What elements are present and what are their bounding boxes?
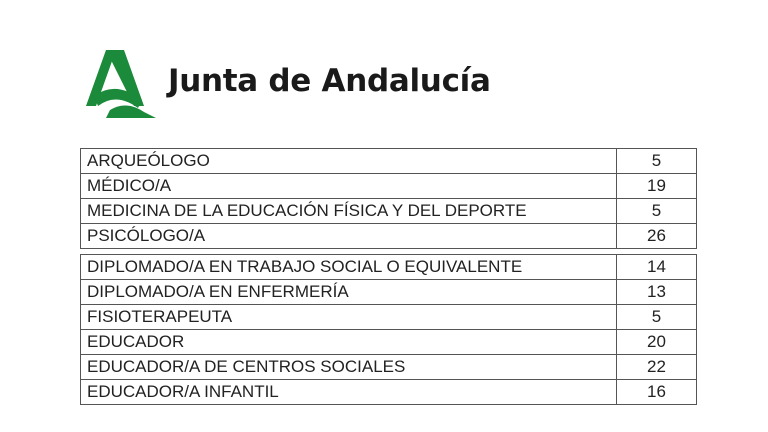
job-table-a bbox=[80, 148, 697, 249]
table-row bbox=[81, 355, 697, 380]
job-title-cell: EDUCADOR/A DE CENTROS SOCIALES bbox=[81, 355, 617, 380]
job-table-b bbox=[80, 254, 697, 405]
table-row bbox=[81, 305, 697, 330]
vacancy-count-cell: 26 bbox=[617, 224, 697, 249]
table-row bbox=[81, 380, 697, 405]
table-row bbox=[81, 330, 697, 355]
vacancy-count-cell: 5 bbox=[617, 149, 697, 174]
junta-andalucia-logo-icon bbox=[86, 50, 158, 118]
brand-name: Junta de Andalucía bbox=[168, 63, 491, 99]
vacancy-count-cell: 14 bbox=[617, 255, 697, 280]
job-title-cell: PSICÓLOGO/A bbox=[81, 224, 617, 249]
table-row bbox=[81, 255, 697, 280]
vacancy-count-cell: 5 bbox=[617, 199, 697, 224]
vacancy-count-cell: 20 bbox=[617, 330, 697, 355]
vacancy-count-cell: 19 bbox=[617, 174, 697, 199]
table-row bbox=[81, 280, 697, 305]
table-row bbox=[81, 199, 697, 224]
job-title-cell: DIPLOMADO/A EN ENFERMERÍA bbox=[81, 280, 617, 305]
vacancy-count-cell: 5 bbox=[617, 305, 697, 330]
job-title-cell: EDUCADOR bbox=[81, 330, 617, 355]
vacancy-count-cell: 13 bbox=[617, 280, 697, 305]
job-title-cell: MÉDICO/A bbox=[81, 174, 617, 199]
vacancy-count-cell: 22 bbox=[617, 355, 697, 380]
table-row bbox=[81, 174, 697, 199]
table-row bbox=[81, 149, 697, 174]
job-title-cell: MEDICINA DE LA EDUCACIÓN FÍSICA Y DEL DEPORTE bbox=[81, 199, 617, 224]
table-row bbox=[81, 224, 697, 249]
job-title-cell: EDUCADOR/A INFANTIL bbox=[81, 380, 617, 405]
job-title-cell: FISIOTERAPEUTA bbox=[81, 305, 617, 330]
vacancy-count-cell: 16 bbox=[617, 380, 697, 405]
job-title-cell: ARQUEÓLOGO bbox=[81, 149, 617, 174]
job-title-cell: DIPLOMADO/A EN TRABAJO SOCIAL O EQUIVALENTE bbox=[81, 255, 617, 280]
